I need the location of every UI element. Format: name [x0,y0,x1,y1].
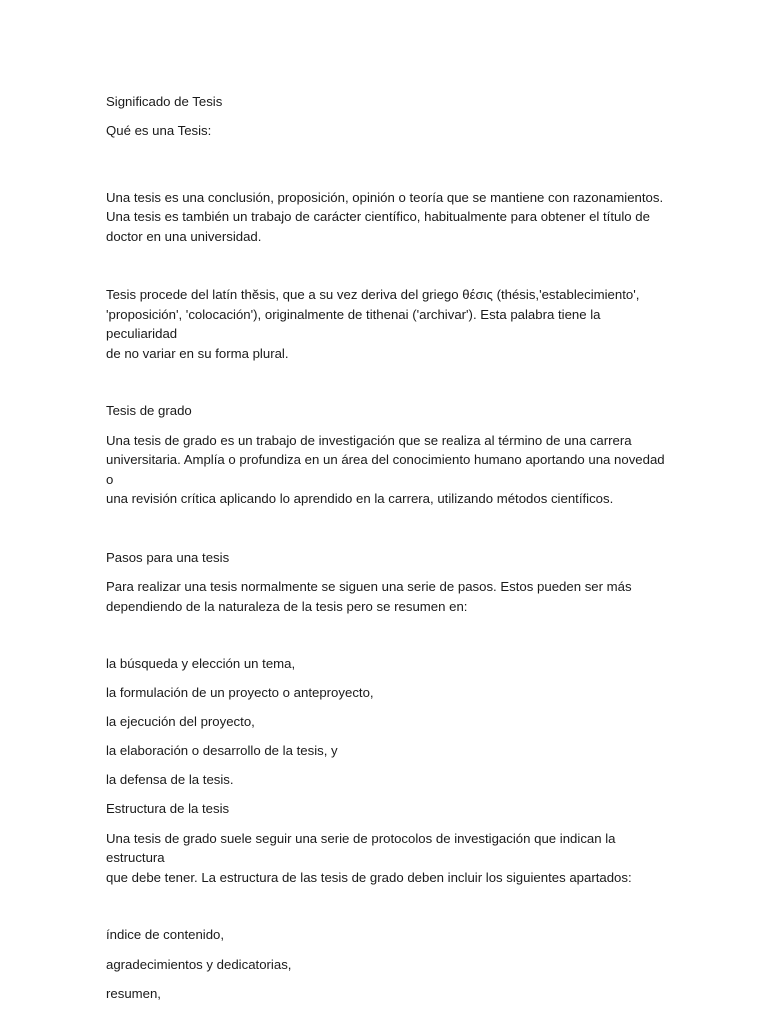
paragraph-pasos: Para realizar una tesis normalmente se siguen una serie de pasos. Estos pueden ser más dependiendo de la naturaleza de la tesis pero se resumen en: [106,579,632,614]
list-item: la ejecución del proyecto, [106,714,255,730]
heading-estructura: Estructura de la tesis [106,801,230,817]
list-item: resumen, [106,985,161,1001]
paragraph-tesis-de-grado: Una tesis de grado es un trabajo de investigación que se realiza al término de una carrera universitaria. Amplía o profundiza en un área del conocimiento humano aportando una novedad o una revisión crítica aplicando lo aprendido en la carrera, utilizando métodos científicos. [106,432,665,506]
document-subtitle: Qué es una Tesis: [106,123,212,138]
paragraph-definition: Una tesis es una conclusión, proposición, opinión o teoría que se mantiene con razonamientos. Una tesis es también un trabajo de carácter científico, habitualmente para obtener el título de doctor en una universidad. [106,189,664,244]
heading-pasos: Pasos para una tesis [106,549,230,565]
list-item: la elaboración o desarrollo de la tesis, y [106,743,338,759]
list-item: la formulación de un proyecto o anteproyecto, [106,685,374,701]
paragraph-etymology: Tesis procede del latín thĕsis, que a su vez deriva del griego θέσις (thésis,'establecimiento', 'proposición', 'colocación'), originalmente de tithenai ('archivar'). Esta palabra tiene la peculiaridad de no variar en su forma plural. [106,287,640,361]
list-item: la defensa de la tesis. [106,772,234,788]
list-item: índice de contenido, [106,927,225,943]
heading-tesis-de-grado: Tesis de grado [106,403,192,418]
list-item: la búsqueda y elección un tema, [106,656,296,671]
list-item: agradecimientos y dedicatorias, [106,956,292,972]
document-content [106,92,666,1013]
paragraph-estructura: Una tesis de grado suele seguir una serie de protocolos de investigación que indican la estructura que debe tener. La estructura de las tesis de grado deben incluir los siguientes apartados: [106,830,632,885]
document-title: Significado de Tesis [106,94,223,109]
